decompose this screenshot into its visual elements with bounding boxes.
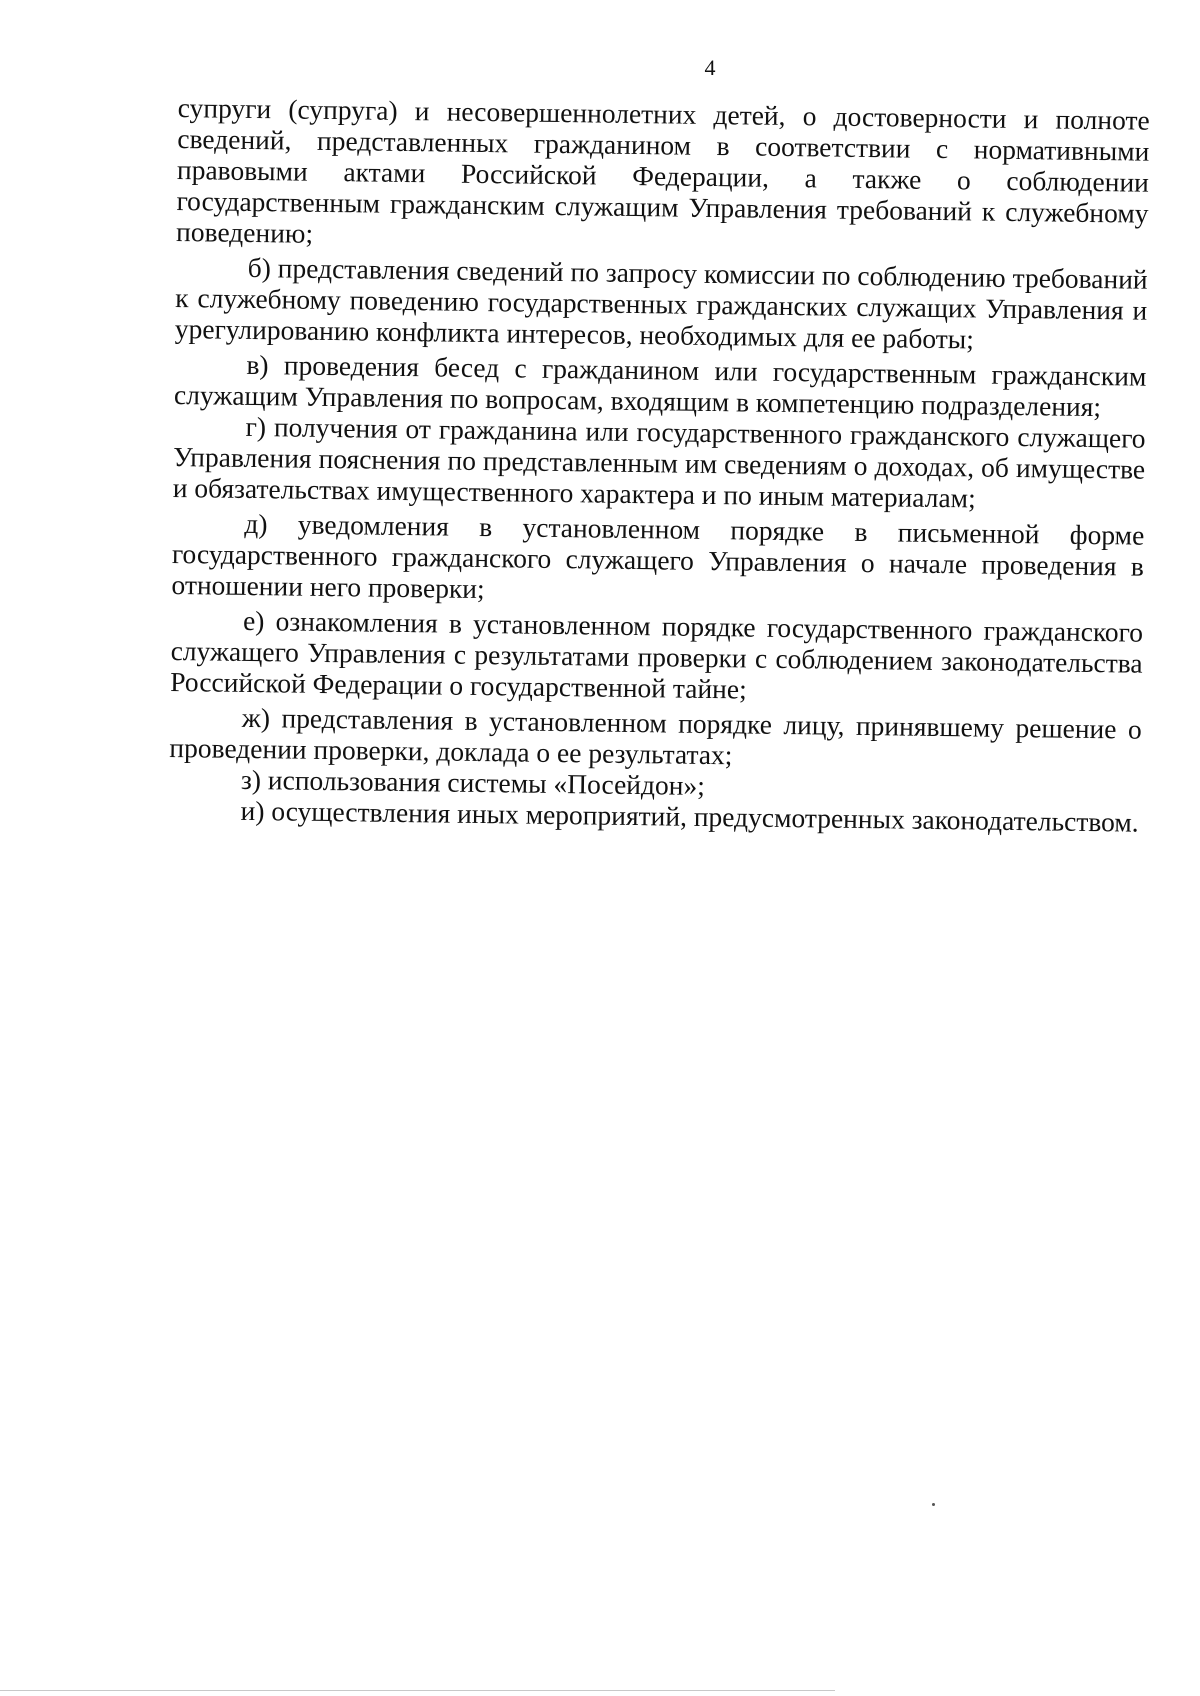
- document-body: [168, 92, 1150, 842]
- paragraph-item-v: в) проведения бесед с гражданином или государственным гражданским служащим Управления по вопросам, входящим в компетенцию подразделения;: [173, 348, 1147, 423]
- paragraph-item-g: г) получения от гражданина или государственного гражданского служащего Управления пояснения по представленным им сведениям о доходах, об имуществе и обязательствах имущественного характера и по иным материалам;: [172, 410, 1146, 514]
- paragraph-item-e: е) ознакомления в установленном порядке государственного гражданского служащего Управления с результатами проверки с соблюдением законодательства Российской Федерации о государственной тайне;: [170, 604, 1144, 705]
- scan-edge-line: [0, 1690, 835, 1691]
- paragraph-item-zh: ж) представления в установленном порядке лицу, принявшему решение о проведении проверки, доклада о ее результатах;: [169, 701, 1142, 771]
- paragraph-item-b: б) представления сведений по запросу комиссии по соблюдению требований к служебному поведению государственных гражданских служащих Управления и урегулированию конфликта интересов, необходимых для ее работы;: [174, 251, 1148, 355]
- scan-speck: [932, 1503, 935, 1506]
- paragraph-continuation: супруги (супруга) и несовершеннолетних детей, о достоверности и полноте сведений, представленных гражданином в соответствии с нормативными правовыми актами Российской Федерации, а также о соблюдении государственным гражданским служащим Управления требований к служебному поведению;: [175, 92, 1150, 249]
- paragraph-item-z: з) использования системы «Посейдон»;: [240, 763, 706, 801]
- paragraph-item-d: д) уведомления в установленном порядке в письменной форме государственного гражданского служащего Управления о начале проведения в отношении него проверки;: [171, 507, 1145, 605]
- page-number: 4: [704, 55, 716, 80]
- paragraph-item-i: и) осуществления иных мероприятий, предусмотренных законодательством.: [240, 794, 1139, 838]
